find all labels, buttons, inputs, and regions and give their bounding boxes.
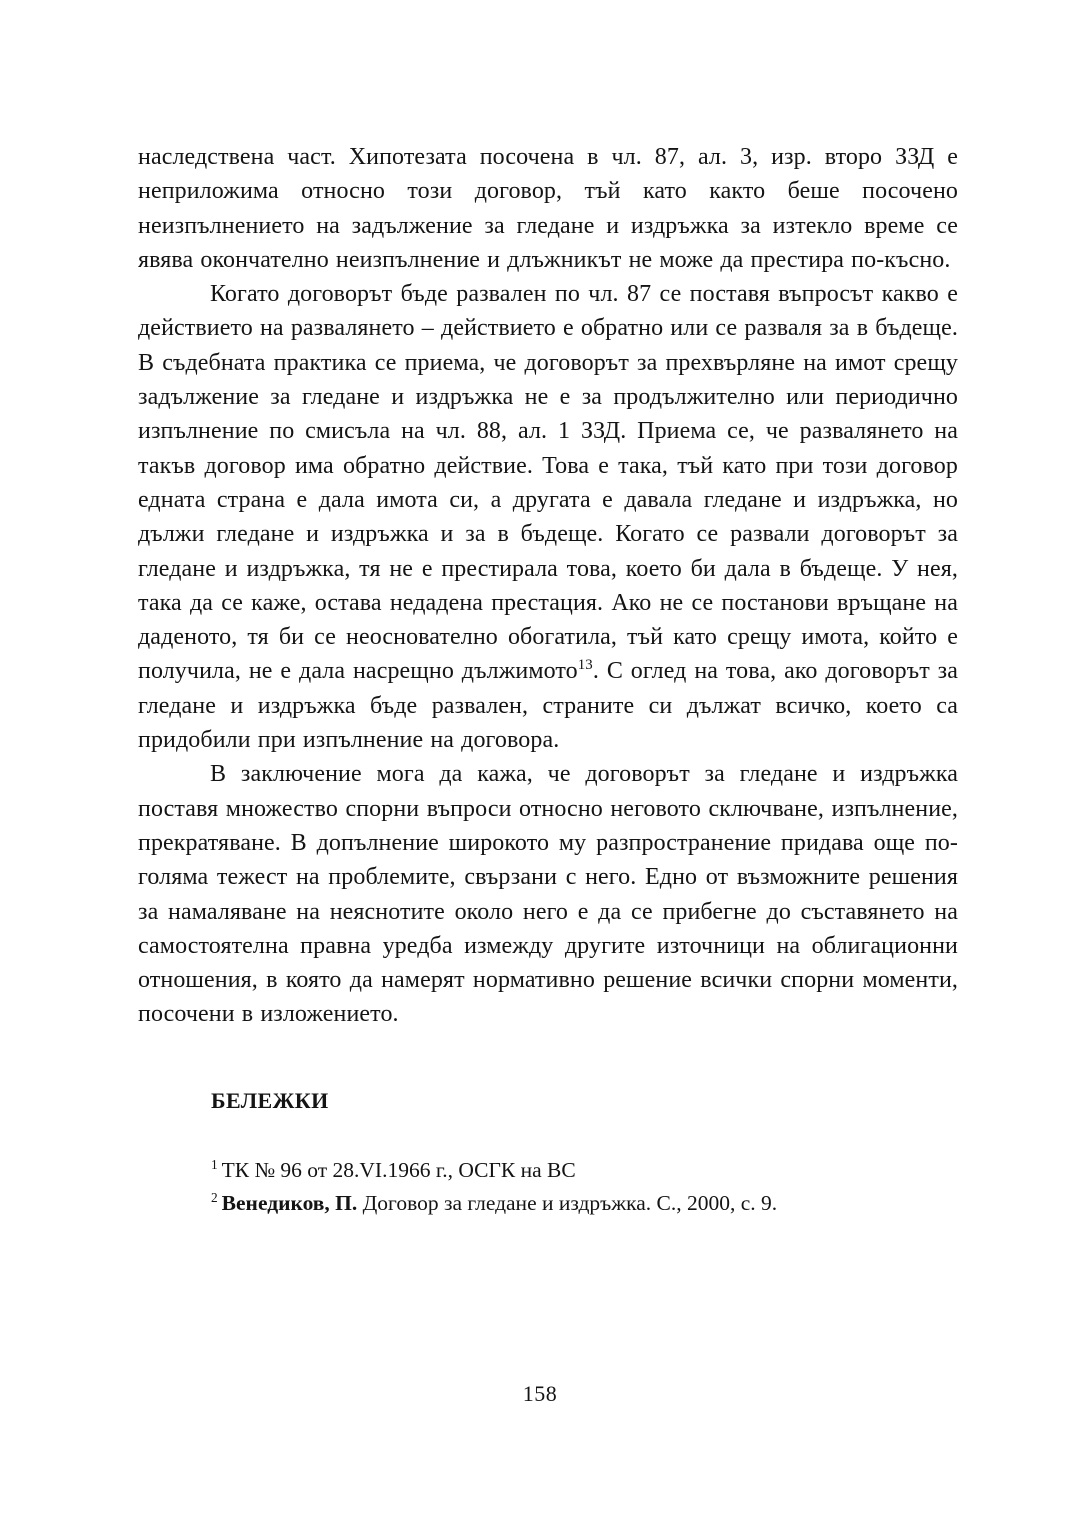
paragraph: [138, 277, 958, 757]
notes-section: [211, 1088, 958, 1220]
paragraph-text: . С оглед на това, ако договорът за гледане и издръжка бъде развален, страните си дължат всичко, което са придобили при изпълнение на договора.: [138, 658, 958, 754]
paragraph-text: Когато договорът бъде развален по чл. 87 се поставя въпросът какво е действието на развалянето – действието е обратно или се разваля за в бъдеще. В съдебната практика се приема, че договорът за прехвърляне на имот срещу задължение за гледане и издръжка не е за продължително или периодично изпълнение по смисъла на чл. 88, ал. 1 ЗЗД. Приема се, че развалянето на такъв договор има обратно действие. Това е така, тъй като при този договор едната страна е дала имота си, а другата е давала гледане и издръжка, но дължи гледане и издръжка и за в бъдеще. Когато се развали договорът за гледане и издръжка, тя не е престирала това, което би дала в бъдеще. У нея, така да се каже, остава недадена престация. Ако не се постанови връщане на даденото, тя би се неоснователно обогатила, тъй като срещу имота, който е получила, не е дала насрещно дължимото: [138, 281, 958, 685]
footnote-text: Договор за гледане и издръжка. С., 2000, с. 9.: [357, 1190, 778, 1215]
footnote-reference-13: 13: [577, 657, 593, 674]
footnote-item: [211, 1187, 958, 1220]
main-text: [138, 140, 958, 1032]
paragraph-continuation: наследствена част. Хипотезата посочена в чл. 87, ал. 3, изр. второ ЗЗД е неприложима относно този договор, тъй като както беше посочено неизпълнението на задължение за гледане и издръжка за изтекло време се явява окончателно неизпълнение и длъжникът не може да престира по-късно.: [138, 144, 958, 273]
paragraph-conclusion: В заключение мога да кажа, че договорът за гледане и издръжка поставя множество спорни въпроси относно неговото сключване, изпълнение, прекратяване. В допълнение широкото му разпространение придава още по-голяма тежест на проблемите, свързани с него. Едно от възможните решения за намаляване на неяснотите около него е да се прибегне до съставянето на самостоятелна правна уредба измежду другите източници на облигационни отношения, в която да намерят нормативно решение всички спорни моменти, посочени в изложението.: [138, 761, 958, 1028]
notes-heading: БЕЛЕЖКИ: [211, 1087, 329, 1113]
footnote-author: Венедиков, П.: [221, 1190, 358, 1215]
footnote-number: 1: [211, 1156, 218, 1172]
footnote-item: [211, 1154, 958, 1187]
page-number: 158: [522, 1381, 558, 1406]
footnote-number: 2: [211, 1189, 218, 1205]
footnote-text: ТК № 96 от 28.VI.1966 г., ОСГК на ВС: [221, 1157, 576, 1182]
